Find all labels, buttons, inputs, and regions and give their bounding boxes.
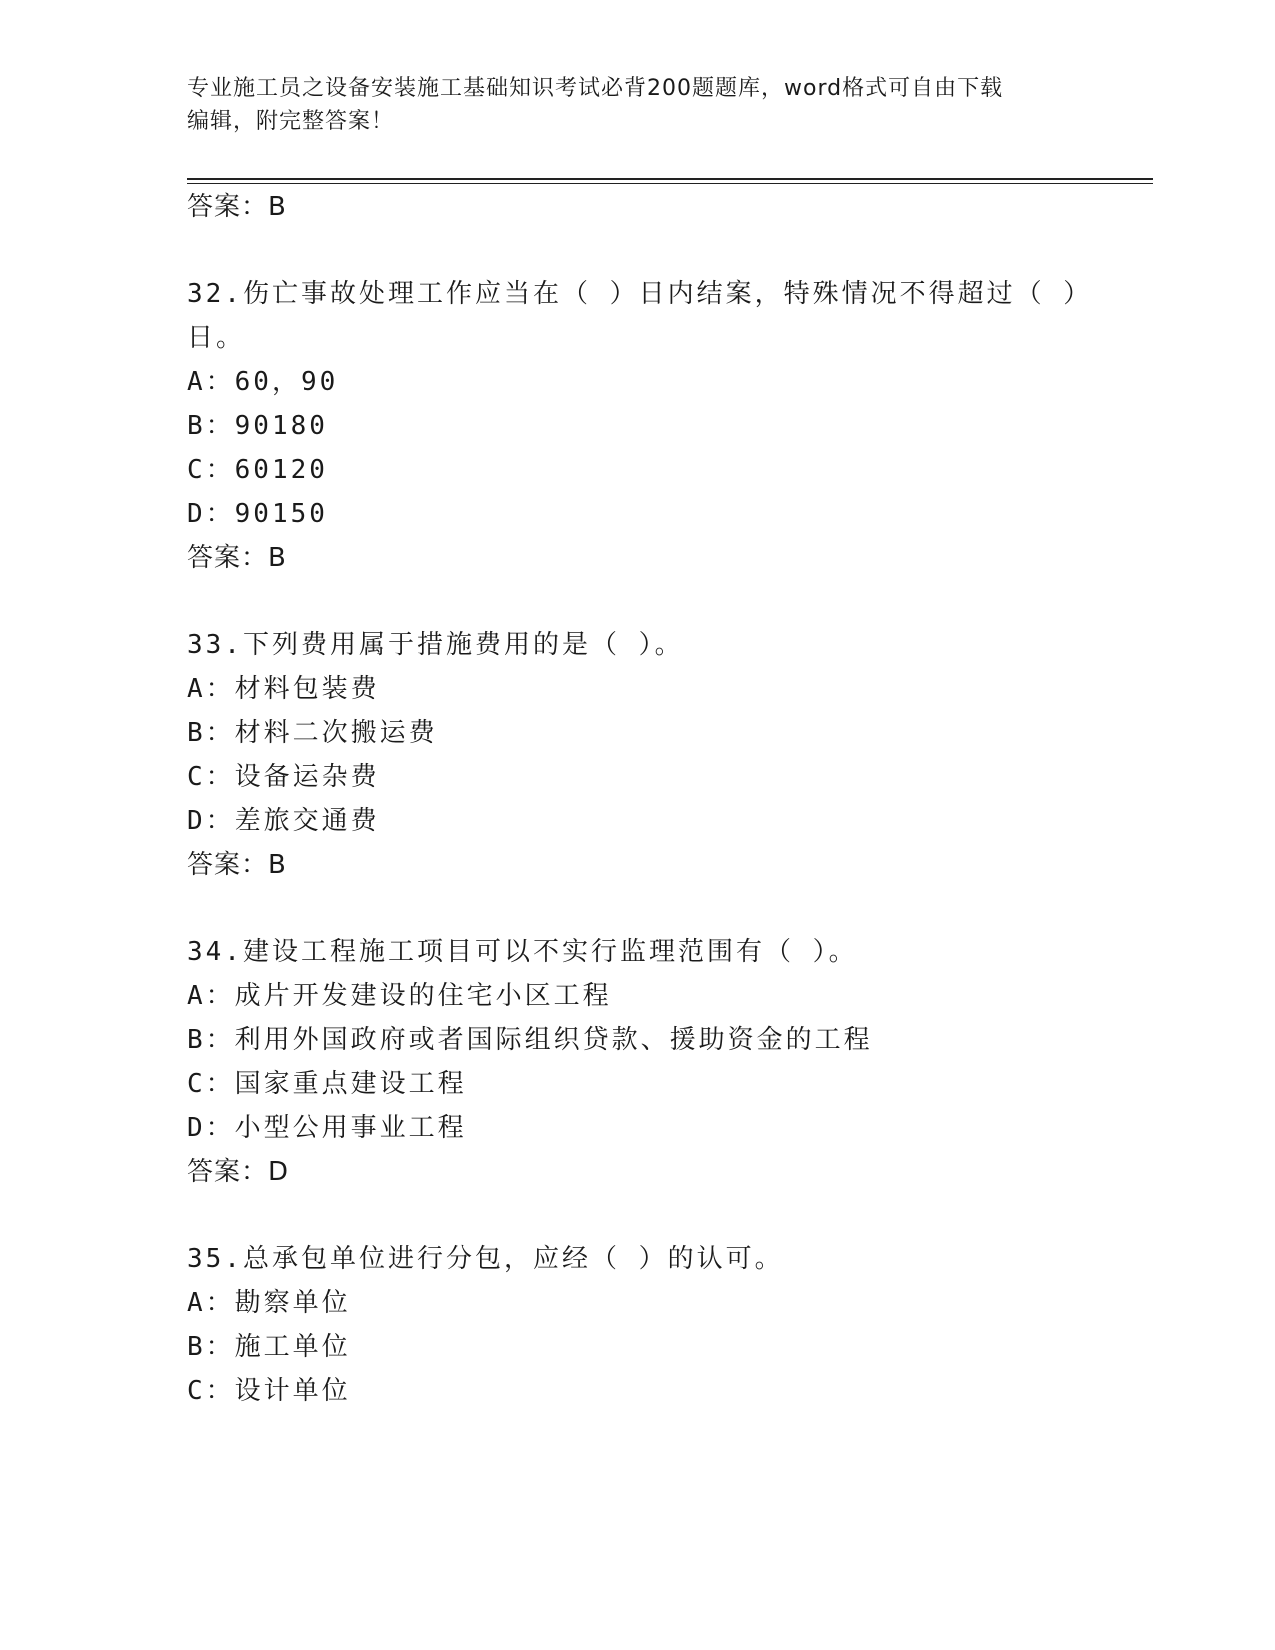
question-33-option-a: A：材料包装费 [187,674,380,704]
question-34-option-b: B：利用外国政府或者国际组织贷款、援助资金的工程 [187,1025,873,1055]
question-32-answer: 答案：B [187,543,287,573]
question-33-stem: 33.下列费用属于措施费用的是（ ）。 [187,630,684,660]
question-33-option-d: D：差旅交通费 [187,806,380,836]
header-line-2: 编辑，附完整答案！ [187,109,395,134]
header-line-1: 专业施工员之设备安装施工基础知识考试必背200题题库，word格式可自由下载 [187,76,1004,101]
question-32-stem: 32.伤亡事故处理工作应当在（ ）日内结案，特殊情况不得超过（ ） [187,279,1093,309]
question-33-option-c: C：设备运杂费 [187,762,380,792]
question-32-option-c: C：60120 [187,455,328,485]
question-34-option-a: A：成片开发建设的住宅小区工程 [187,981,612,1011]
question-35-stem: 35.总承包单位进行分包，应经（ ）的认可。 [187,1244,784,1274]
question-34-answer: 答案：D [187,1157,290,1187]
previous-answer: 答案：B [187,192,287,222]
question-33-answer: 答案：B [187,850,287,880]
header-divider-thin [187,183,1153,184]
question-34-option-c: C：国家重点建设工程 [187,1069,467,1099]
question-34-stem: 34.建设工程施工项目可以不实行监理范围有（ ）。 [187,937,858,967]
document-header [187,72,1087,138]
question-35-option-b: B：施工单位 [187,1332,351,1362]
question-32-option-a: A：60，90 [187,367,339,397]
question-33-option-b: B：材料二次搬运费 [187,718,438,748]
question-34-option-d: D：小型公用事业工程 [187,1113,467,1143]
question-32-option-d: D：90150 [187,499,328,529]
header-divider [187,178,1153,180]
question-35-option-c: C：设计单位 [187,1376,351,1406]
question-32-option-b: B：90180 [187,411,328,441]
question-32-stem-cont: 日。 [187,323,246,353]
question-35-option-a: A：勘察单位 [187,1288,351,1318]
